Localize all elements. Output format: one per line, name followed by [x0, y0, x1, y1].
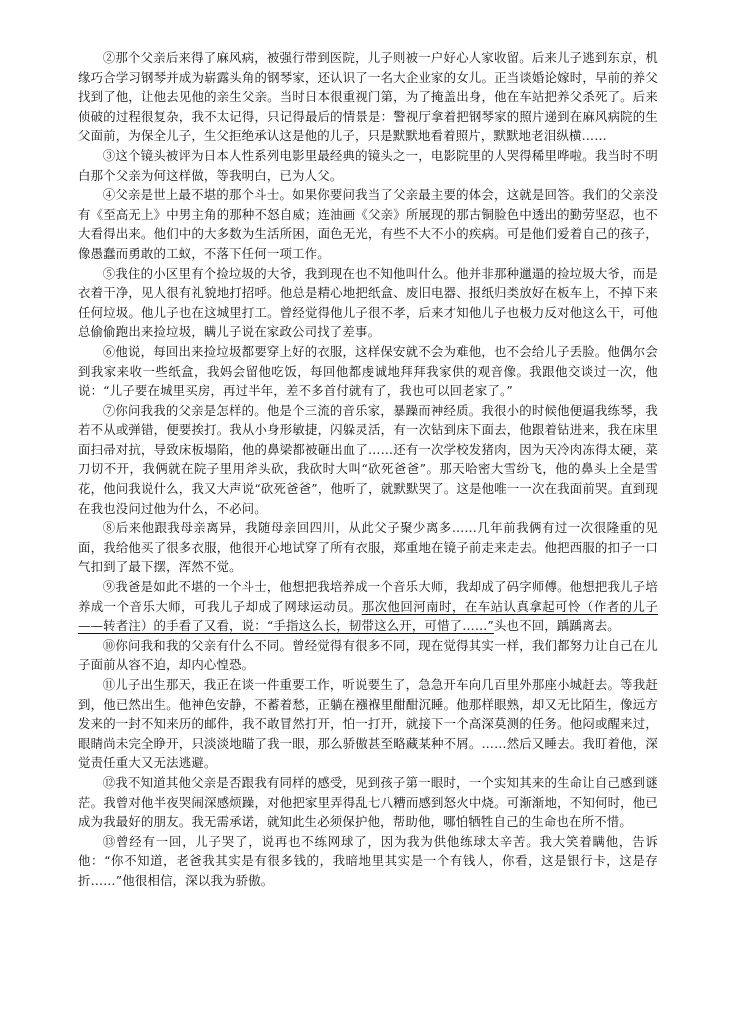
paragraph-9: [78, 577, 658, 636]
paragraph-9-underlined-passage: 那次他回河南时，在车站认真拿起可怜（作者的儿子——转者注）的手看了又看，说：“手指这么长，韧带这么开，可惜了……”: [78, 598, 658, 634]
paragraph-9-lead: ⑨我爸是如此不堪的一个斗士，他想把我培养成一个音乐大师，我却成了码字师傅。他想把我儿子培养成一个音乐大师，可我儿子却成了网球运动员。: [78, 579, 658, 614]
paragraph-4: ④父亲是世上最不堪的那个斗士。如果你要问我当了父亲最主要的体会，这就是回答。我们的父亲没有《至高无上》中男主角的那种不怒自威；连油画《父亲》所展现的那古铜脸色中透出的勤劳坚忍，也不大看得出来。他们中的大多数为生活所困，面色无光，有些不大不小的疾病。可是他们爱着自己的孩子，像愚蠢而勇敢的工蚁，不落下任何一项工作。: [78, 187, 658, 261]
paragraph-2: ②那个父亲后来得了麻风病，被强行带到医院，儿子则被一户好心人家收留。后来儿子逃到东京，机缘巧合学习钢琴并成为崭露头角的钢琴家，还认识了一名大企业家的女儿。正当谈婚论嫁时，早前的养父找到了他，让他去见他的亲生父亲。当时日本很重视门第，为了掩盖出身，他在车站把养父杀死了。后来侦破的过程很复杂，我不太记得，只记得最后的情景是：警视厅拿着把钢琴家的照片递到在麻风病院的生父面前，为保全儿子，生父拒绝承认这是他的儿子，只是默默地看着照片，默默地老泪纵横……: [78, 50, 658, 144]
paragraph-12: ⑫我不知道其他父亲是否跟我有同样的感受，见到孩子第一眼时，一个实知其来的生命让自己感到谜茫。我曾对他半夜哭闹深感烦躁，对他把家里弄得乱七八糟而感到怒火中烧。可渐渐地，不知何时，他已成为我最好的朋友。我无需承诺，就知此生必须保护他，帮助他，哪怕牺牲自己的生命也在所不惜。: [78, 774, 658, 830]
article-body: [78, 48, 658, 891]
paragraph-7: ⑦你问我我的父亲是怎样的。他是个三流的音乐家，暴躁而神经质。我很小的时候他便逼我练琴，我若不从或弹错，便要挨打。我从小身形敏捷，闪躲灵活，有一次钻到床下面去，他跟着钻进来，我在床里面扫帚对抗，导致床板塌陷，他的鼻梁都被砸出血了……还有一次学校发猪肉，因为天冷肉冻得太硬，菜刀切不开，我俩就在院子里用斧头砍，我砍时大叫“砍死爸爸”。那天哈密大雪纷飞，他的鼻头上全是雪花，他问我说什么，我又大声说“砍死爸爸”，他听了，就默默哭了。这是他唯一一次在我面前哭。直到现在我也没问过他为什么，不必问。: [78, 402, 658, 516]
paragraph-13: ⑬曾经有一回，儿子哭了，说再也不练网球了，因为我为供他练球太辛苦。我大笑着瞒他，告诉他：“你不知道，老爸我其实是有很多钱的，我暗地里其实是一个有钱人，你看，这是银行卡，这是存折……”他很相信，深以我为骄傲。: [78, 833, 658, 888]
paragraph-10: ⑩你问我和我的父亲有什么不同。曾经觉得有很多不同，现在觉得其实一样，我们都努力让自己在儿子面前从容不迫，却内心惶恐。: [78, 637, 658, 673]
paragraph-6: ⑥他说，每回出来捡垃圾都要穿上好的衣服，这样保安就不会为难他，也不会给儿子丢脸。他偶尔会到我家来收一些纸盒，我妈会留他吃饭，每回他都虔诚地拜拜我家供的观音像。我跟他交谈过一次，他说：“儿子要在城里买房，再过半年，差不多首付就有了，我也可以回老家了。”: [78, 343, 658, 399]
paragraph-3: ③这个镜头被评为日本人性系列电影里最经典的镜头之一，电影院里的人哭得稀里哗啦。我当时不明白那个父亲为何这样做，等我明白，已为人父。: [78, 147, 658, 183]
paragraph-8: ⑧后来他跟我母亲离异，我随母亲回四川，从此父子聚少离多……几年前我俩有过一次很隆重的见面，我给他买了很多衣服，他很开心地试穿了所有衣服，郑重地在镜子前走来走去。他把西服的扣子一口气扣到了最下摆，浑然不觉。: [78, 520, 658, 575]
paragraph-9-tail: 头也不回，踽踽离去。: [493, 618, 620, 634]
paragraph-11: ⑪儿子出生那天，我正在谈一件重要工作，听说要生了，急急开车向几百里外那座小城赶去。等我赶到，他已然出生。他神色安静，不蓄着愁，正躺在襁褓里酣酣沉睡。他那样眼熟，却又无比陌生，像远方发来的一封不知来历的邮件，我不敢冒然打开，怕一打开，就接下一个高深莫测的任务。他闷或醒来过，眼睛尚未完全睁开，只淡淡地瞄了我一眼，那么骄傲甚至略藏某种不屑。……然后又睡去。我盯着他，深觉责任重大又无法逃避。: [78, 677, 658, 771]
paragraph-5: ⑤我住的小区里有个捡垃圾的大爷，我到现在也不知他叫什么。他并非那种邋遢的捡垃圾大爷，而是衣着干净，见人很有礼貌地打招呼。他总是精心地把纸盒、废旧电器、报纸归类放好在板车上，不掉下来任何垃圾。他儿子也在这城里打工。曾经觉得他儿子很不孝，后来才知他儿子也极力反对他这么干，可他总偷偷跑出来捡垃圾，瞒儿子说在家政公司找了差事。: [78, 265, 658, 340]
